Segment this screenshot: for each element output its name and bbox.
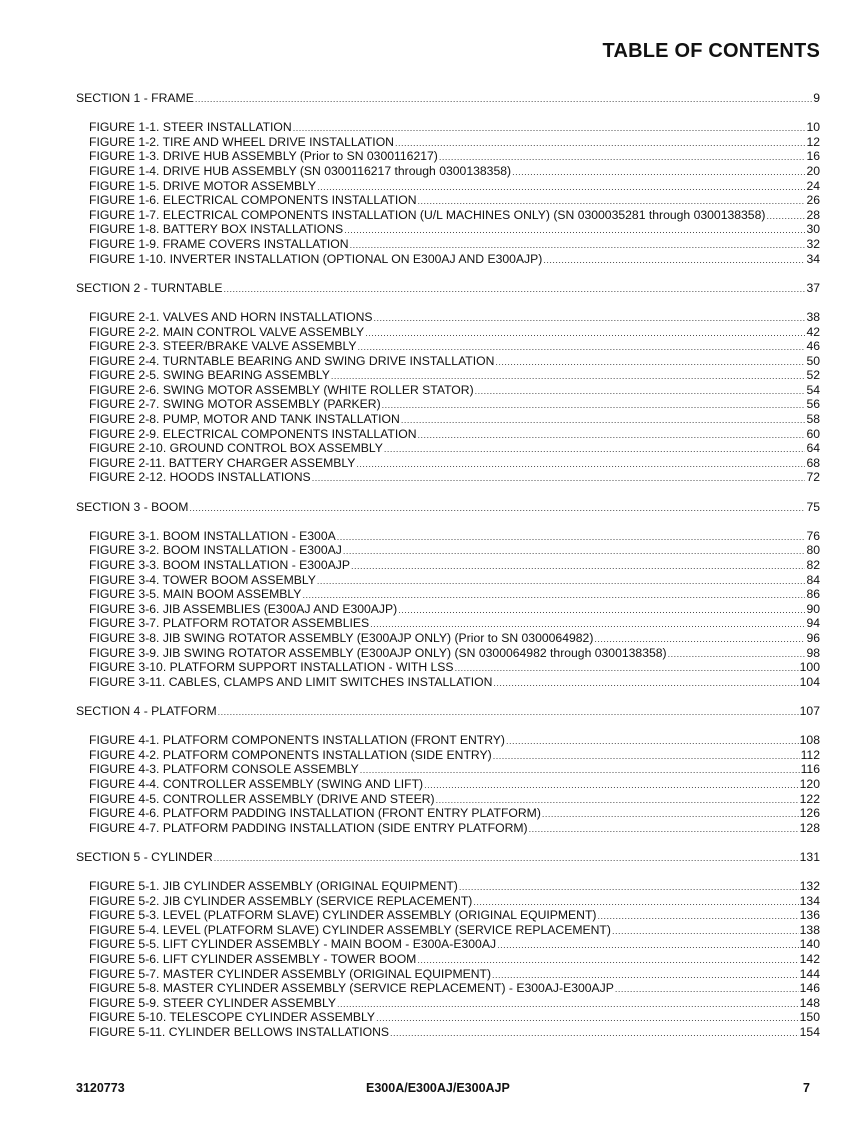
dot-leader [455,661,799,676]
toc-figure-entry[interactable] [76,222,820,237]
toc-figure-entry-label: FIGURE 1-9. FRAME COVERS INSTALLATION [89,236,349,251]
toc-figure-entry[interactable] [76,237,820,252]
toc-figure-entry-label: FIGURE 5-5. LIFT CYLINDER ASSEMBLY - MAIN BOOM - E300A-E300AJ [89,937,497,952]
toc-section-entry[interactable] [76,500,820,515]
toc-figure-entry-page: 56 [806,397,820,412]
toc-figure-entry-page: 84 [806,572,820,587]
spacer [76,485,820,500]
toc-figure-entry-label: FIGURE 2-5. SWING BEARING ASSEMBLY [89,368,330,383]
toc-figure-entry[interactable] [76,733,820,748]
toc-figure-entry-page: 72 [806,470,820,485]
dot-leader [475,384,806,399]
spacer [76,266,820,281]
toc-figure-entry-page: 116 [800,762,820,777]
toc-section-entry-page: 75 [806,499,820,514]
toc-figure-entry-label: FIGURE 1-1. STEER INSTALLATION [89,120,292,135]
toc-figure-entry-label: FIGURE 5-10. TELESCOPE CYLINDER ASSEMBLY [89,1010,376,1025]
toc-section-entry[interactable] [76,850,820,865]
toc-figure-entry-label: FIGURE 5-2. JIB CYLINDER ASSEMBLY (SERVICE REPLACEMENT) [89,893,473,908]
toc-figure-entry-page: 20 [806,163,820,178]
toc-figure-entry-page: 52 [806,368,820,383]
toc-figure-entry-page: 26 [806,193,820,208]
dot-leader [668,647,806,662]
toc-figure-entry-page: 98 [806,645,820,660]
toc-section-entry-label: SECTION 3 - BOOM [76,499,189,514]
toc-figure-entry[interactable] [76,252,820,267]
toc-figure-entry[interactable] [76,777,820,792]
dot-leader [512,165,805,180]
toc-figure-entry-label: FIGURE 3-7. PLATFORM ROTATOR ASSEMBLIES [89,616,370,631]
spacer [76,689,820,704]
toc-figure-entry-label: FIGURE 2-10. GROUND CONTROL BOX ASSEMBLY [89,441,383,456]
toc-figure-entry-page: 134 [799,893,820,908]
dot-leader [439,150,806,165]
toc-figure-entry[interactable] [76,967,820,982]
toc-figure-entry-page: 16 [806,149,820,164]
toc-figure-entry-label: FIGURE 3-10. PLATFORM SUPPORT INSTALLATION - WITH LSS [89,660,454,675]
toc-figure-entry[interactable] [76,135,820,150]
toc-figure-entry-page: 80 [806,543,820,558]
toc-figure-entry[interactable] [76,456,820,471]
dot-leader [497,938,799,953]
toc-figure-entry-page: 68 [806,455,820,470]
dot-leader [436,793,799,808]
dot-leader [384,442,806,457]
toc-figure-entry-label: FIGURE 1-8. BATTERY BOX INSTALLATIONS [89,222,344,237]
toc-figure-entry-label: FIGURE 2-2. MAIN CONTROL VALVE ASSEMBLY [89,324,365,339]
toc-figure-entry-page: 42 [806,324,820,339]
toc-figure-entry-label: FIGURE 4-2. PLATFORM COMPONENTS INSTALLATION (SIDE ENTRY) [89,747,492,762]
toc-figure-entry-label: FIGURE 3-6. JIB ASSEMBLIES (E300AJ AND E300AJP) [89,601,398,616]
toc-figure-entry[interactable] [76,602,820,617]
toc-figure-entry-page: 154 [799,1025,820,1039]
toc-figure-entry-label: FIGURE 1-4. DRIVE HUB ASSEMBLY (SN 0300116217 through 0300138358) [89,163,512,178]
toc-figure-entry-page: 122 [799,791,820,806]
toc-figure-entry-label: FIGURE 4-3. PLATFORM CONSOLE ASSEMBLY [89,762,359,777]
toc-figure-entry-page: 128 [799,820,820,835]
toc-figure-entry[interactable] [76,529,820,544]
dot-leader [344,223,805,238]
toc-figure-entry[interactable] [76,981,820,996]
dot-leader [543,253,805,268]
dot-leader [343,544,806,559]
toc-figure-entry[interactable] [76,164,820,179]
spacer [76,864,820,879]
toc-figure-entry-label: FIGURE 2-8. PUMP, MOTOR AND TANK INSTALLATION [89,412,400,427]
toc-figure-entry-label: FIGURE 2-4. TURNTABLE BEARING AND SWING DRIVE INSTALLATION [89,353,495,368]
toc-figure-entry-label: FIGURE 1-7. ELECTRICAL COMPONENTS INSTALLATION (U/L MACHINES ONLY) (SN 0300035281 through 0300138358) [89,207,766,222]
footer-models: E300A/E300AJ/E300AJP [366,1081,510,1095]
dot-leader [401,413,806,428]
dot-leader [360,763,800,778]
toc-figure-entry-label: FIGURE 2-3. STEER/BRAKE VALVE ASSEMBLY [89,339,357,354]
dot-leader [459,880,799,895]
dot-leader [418,428,806,443]
spacer [76,295,820,310]
toc-figure-entry[interactable] [76,368,820,383]
dot-leader [317,574,806,589]
toc-figure-entry-page: 60 [806,426,820,441]
page-title: TABLE OF CONTENTS [602,40,820,62]
toc-figure-entry-label: FIGURE 3-11. CABLES, CLAMPS AND LIMIT SWITCHES INSTALLATION [89,674,493,689]
dot-leader [506,734,799,749]
toc-figure-entry[interactable] [76,397,820,412]
toc-figure-entry-label: FIGURE 2-6. SWING MOTOR ASSEMBLY (WHITE ROLLER STATOR) [89,382,474,397]
toc-figure-entry-page: 58 [806,412,820,427]
toc-figure-entry-page: 46 [806,339,820,354]
toc-section-entry-label: SECTION 4 - PLATFORM [76,703,217,718]
toc-figure-entry-page: 82 [806,558,820,572]
toc-figure-entry-label: FIGURE 5-9. STEER CYLINDER ASSEMBLY [89,995,336,1010]
toc-figure-entry-label: FIGURE 3-1. BOOM INSTALLATION - E300A [89,528,336,543]
dot-leader [317,180,805,195]
toc-figure-entry-label: FIGURE 4-6. PLATFORM PADDING INSTALLATION (FRONT ENTRY PLATFORM) [89,806,541,821]
dot-leader [766,209,805,224]
toc-figure-entry[interactable] [76,573,820,588]
dot-leader [218,705,799,720]
toc-section-entry[interactable] [76,281,820,296]
toc-figure-entry[interactable] [76,952,820,967]
dot-leader [495,355,805,370]
dot-leader [395,136,805,151]
toc-figure-entry-page: 100 [799,660,820,675]
toc-section-entry-page: 131 [799,849,820,864]
toc-figure-entry-label: FIGURE 2-9. ELECTRICAL COMPONENTS INSTALLATION [89,426,417,441]
dot-leader [398,603,805,618]
toc-figure-entry[interactable] [76,354,820,369]
toc-figure-entry[interactable] [76,558,820,573]
dot-leader [189,501,805,516]
toc-figure-entry[interactable] [76,427,820,442]
toc-figure-entry-label: FIGURE 5-11. CYLINDER BELLOWS INSTALLATIONS [89,1025,390,1039]
dot-leader [302,588,805,603]
dot-leader [529,822,799,837]
dot-leader [370,617,805,632]
toc-figure-entry-label: FIGURE 5-4. LEVEL (PLATFORM SLAVE) CYLINDER ASSEMBLY (SERVICE REPLACEMENT) [89,922,611,937]
toc-figure-entry-label: FIGURE 1-10. INVERTER INSTALLATION (OPTIONAL ON E300AJ AND E300AJP) [89,251,543,266]
dot-leader [382,398,806,413]
toc-figure-entry[interactable] [76,383,820,398]
toc-figure-entry-label: FIGURE 5-1. JIB CYLINDER ASSEMBLY (ORIGINAL EQUIPMENT) [89,879,458,894]
toc-figure-entry[interactable] [76,179,820,194]
toc-figure-entry-page: 140 [799,937,820,952]
toc-figure-entry-page: 150 [799,1010,820,1025]
dot-leader [493,749,800,764]
toc-section-entry[interactable] [76,704,820,719]
toc-figure-entry[interactable] [76,762,820,777]
dot-leader [417,953,798,968]
toc-figure-entry[interactable] [76,193,820,208]
dot-leader [331,369,806,384]
toc-figure-entry-label: FIGURE 4-7. PLATFORM PADDING INSTALLATION (SIDE ENTRY PLATFORM) [89,820,528,835]
toc-figure-entry-page: 132 [799,879,820,894]
toc-figure-entry-label: FIGURE 5-3. LEVEL (PLATFORM SLAVE) CYLINDER ASSEMBLY (ORIGINAL EQUIPMENT) [89,908,597,923]
dot-leader [337,997,799,1012]
dot-leader [365,326,805,341]
dot-leader [390,1026,799,1041]
toc-figure-entry-page: 38 [806,309,820,324]
toc-section-entry-page: 9 [813,91,820,105]
toc-figure-entry-page: 112 [800,747,820,762]
dot-leader [376,1011,799,1026]
toc-figure-entry-page: 144 [799,966,820,981]
toc-figure-entry-page: 12 [806,134,820,149]
toc-figure-entry[interactable] [76,441,820,456]
toc-figure-entry[interactable] [76,339,820,354]
toc-figure-entry[interactable] [76,821,820,836]
toc-figure-entry-label: FIGURE 3-8. JIB SWING ROTATOR ASSEMBLY (E300AJP ONLY) (Prior to SN 0300064982) [89,630,594,645]
spacer [76,514,820,529]
toc-figure-entry-label: FIGURE 1-2. TIRE AND WHEEL DRIVE INSTALLATION [89,134,394,149]
toc-figure-entry-label: FIGURE 5-8. MASTER CYLINDER ASSEMBLY (SERVICE REPLACEMENT) - E300AJ-E300AJP [89,981,614,996]
toc-figure-entry[interactable] [76,908,820,923]
toc-figure-entry-page: 108 [799,733,820,748]
dot-leader [594,632,805,647]
dot-leader [418,194,806,209]
toc-section-entry-page: 37 [806,280,820,295]
footer-doc-number: 3120773 [76,1081,125,1095]
toc-figure-entry-label: FIGURE 1-6. ELECTRICAL COMPONENTS INSTALLATION [89,193,417,208]
dot-leader [356,457,805,472]
toc-figure-entry-label: FIGURE 2-7. SWING MOTOR ASSEMBLY (PARKER) [89,397,381,412]
toc-figure-entry-label: FIGURE 4-1. PLATFORM COMPONENTS INSTALLATION (FRONT ENTRY) [89,733,505,748]
toc-figure-entry-page: 86 [806,587,820,602]
dot-leader [493,676,798,691]
toc-figure-entry-label: FIGURE 5-6. LIFT CYLINDER ASSEMBLY - TOWER BOOM [89,952,417,967]
toc-figure-entry-label: FIGURE 3-9. JIB SWING ROTATOR ASSEMBLY (E300AJP ONLY) (SN 0300064982 through 0300138358) [89,645,667,660]
toc-figure-entry[interactable] [76,412,820,427]
dot-leader [351,559,805,574]
toc-figure-entry[interactable] [76,923,820,938]
dot-leader [615,982,799,997]
toc-figure-entry-page: 136 [799,908,820,923]
toc-figure-entry-page: 94 [806,616,820,631]
toc-figure-entry-page: 96 [806,630,820,645]
dot-leader [358,340,806,355]
toc-figure-entry[interactable] [76,208,820,223]
toc-figure-entry-label: FIGURE 3-4. TOWER BOOM ASSEMBLY [89,572,316,587]
toc-figure-entry-page: 148 [799,995,820,1010]
toc-section-entry-label: SECTION 5 - CYLINDER [76,849,213,864]
toc-figure-entry[interactable] [76,631,820,646]
toc-figure-entry-label: FIGURE 1-3. DRIVE HUB ASSEMBLY (Prior to SN 0300116217) [89,149,438,164]
toc-figure-entry-page: 90 [806,601,820,616]
toc-figure-entry-page: 64 [806,441,820,456]
toc-figure-entry-label: FIGURE 3-5. MAIN BOOM ASSEMBLY [89,587,302,602]
dot-leader [597,909,798,924]
dot-leader [492,968,799,983]
dot-leader [337,530,806,545]
toc-figure-entry-page: 28 [806,207,820,222]
toc-figure-entry-page: 142 [799,952,820,967]
toc-figure-entry-page: 138 [799,922,820,937]
dot-leader [374,311,806,326]
toc-figure-entry-label: FIGURE 2-1. VALVES AND HORN INSTALLATIONS [89,309,373,324]
toc-figure-entry-page: 54 [806,382,820,397]
toc-figure-entry[interactable] [76,675,820,690]
toc-figure-entry[interactable] [76,120,820,135]
toc-figure-entry[interactable] [76,646,820,661]
toc-figure-entry-page: 76 [806,528,820,543]
toc-figure-entry-label: FIGURE 5-7. MASTER CYLINDER ASSEMBLY (ORIGINAL EQUIPMENT) [89,966,492,981]
toc-figure-entry-page: 50 [806,353,820,368]
toc-figure-entry[interactable] [76,937,820,952]
toc-figure-entry[interactable] [76,894,820,909]
toc-figure-entry-page: 32 [806,236,820,251]
toc-figure-entry-page: 146 [799,981,820,996]
toc-figure-entry-page: 30 [806,222,820,237]
spacer [76,835,820,850]
dot-leader [312,471,806,486]
toc-figure-entry[interactable] [76,543,820,558]
dot-leader [293,121,806,136]
toc-figure-entry-page: 24 [806,178,820,193]
dot-leader [612,924,799,939]
dot-leader [195,92,812,107]
toc-figure-entry-label: FIGURE 3-3. BOOM INSTALLATION - E300AJP [89,558,350,572]
spacer [76,106,820,121]
toc-figure-entry-label: FIGURE 2-12. HOODS INSTALLATIONS [89,470,311,485]
toc-figure-entry[interactable] [76,149,820,164]
toc-section-entry[interactable] [76,91,820,106]
toc-figure-entry-label: FIGURE 1-5. DRIVE MOTOR ASSEMBLY [89,178,317,193]
toc-figure-entry-label: FIGURE 4-5. CONTROLLER ASSEMBLY (DRIVE AND STEER) [89,791,435,806]
toc-figure-entry[interactable] [76,792,820,807]
toc-figure-entry[interactable] [76,1010,820,1025]
toc-figure-entry[interactable] [76,616,820,631]
toc-figure-entry[interactable] [76,310,820,325]
toc-figure-entry-page: 10 [806,120,820,135]
toc-figure-entry[interactable] [76,660,820,675]
toc-figure-entry[interactable] [76,587,820,602]
toc-figure-entry-page: 126 [799,806,820,821]
toc-figure-entry-label: FIGURE 3-2. BOOM INSTALLATION - E300AJ [89,543,342,558]
toc-section-entry-label: SECTION 1 - FRAME [76,91,194,105]
toc-figure-entry[interactable] [76,470,820,485]
spacer [76,719,820,734]
dot-leader [542,807,799,822]
toc-figure-entry[interactable] [76,879,820,894]
toc-figure-entry-label: FIGURE 2-11. BATTERY CHARGER ASSEMBLY [89,455,356,470]
dot-leader [424,778,799,793]
dot-leader [214,851,799,866]
toc-figure-entry[interactable] [76,1025,820,1040]
toc-figure-entry[interactable] [76,748,820,763]
dot-leader [473,895,798,910]
toc-figure-entry-page: 34 [806,251,820,266]
table-of-contents [76,91,820,1040]
toc-figure-entry[interactable] [76,806,820,821]
toc-section-entry-label: SECTION 2 - TURNTABLE [76,280,223,295]
footer-page-number: 7 [803,1081,810,1095]
toc-section-entry-page: 107 [799,703,820,718]
toc-figure-entry-label: FIGURE 4-4. CONTROLLER ASSEMBLY (SWING AND LIFT) [89,776,424,791]
dot-leader [350,238,806,253]
toc-figure-entry[interactable] [76,325,820,340]
toc-figure-entry-page: 104 [799,674,820,689]
toc-figure-entry[interactable] [76,996,820,1011]
toc-figure-entry-page: 120 [799,776,820,791]
dot-leader [224,282,806,297]
